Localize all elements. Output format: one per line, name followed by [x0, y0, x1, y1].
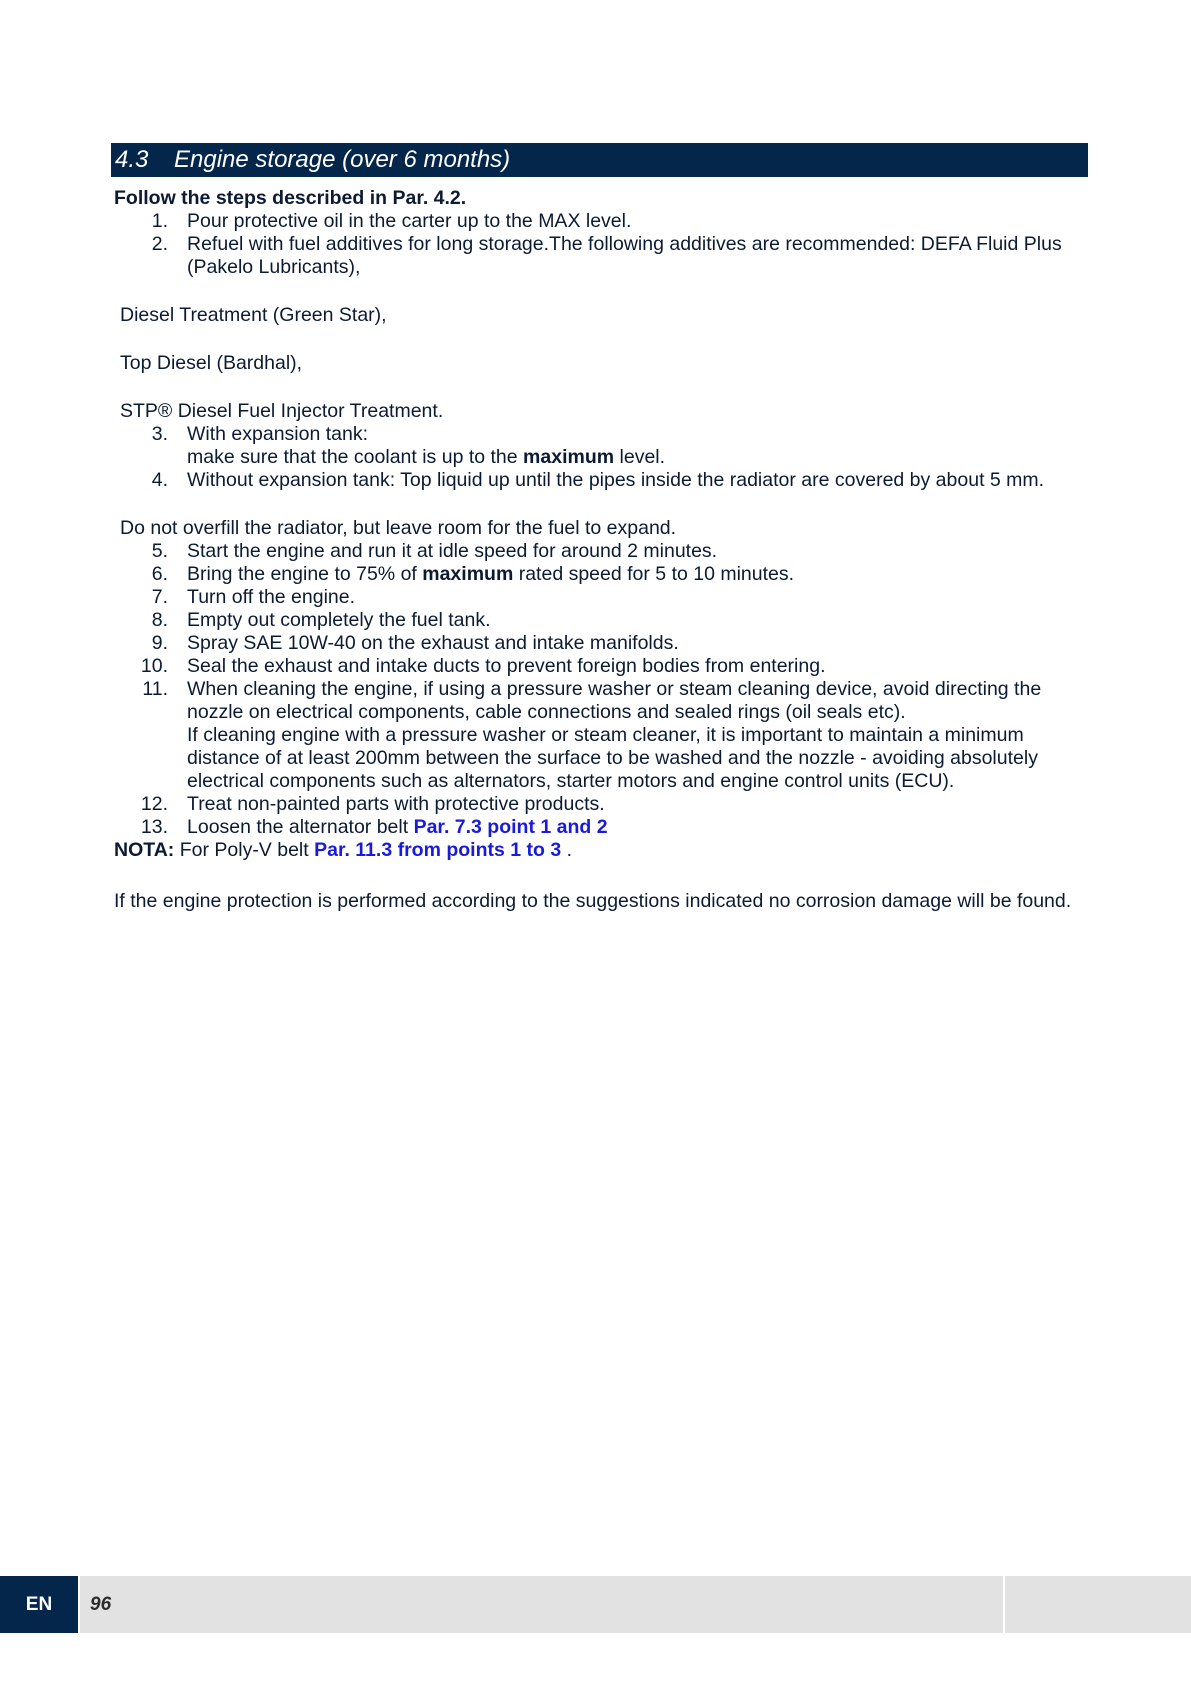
item-number: 2.: [151, 233, 168, 255]
item-number: 6.: [151, 563, 168, 585]
intro-text: Follow the steps described in Par. 4.2.: [114, 187, 467, 209]
language-badge: EN: [0, 1576, 78, 1633]
par-7-3-link[interactable]: Par. 7.3 point 1 and 2: [413, 816, 608, 838]
list-item: [114, 233, 1089, 279]
item-text: Empty out completely the fuel tank.: [187, 609, 491, 631]
spacer: [114, 375, 1089, 400]
item-text: Turn off the engine.: [187, 586, 356, 608]
item-text-line2: make sure that the coolant is up to the maximum level.: [187, 446, 666, 468]
list-item: [114, 793, 1089, 816]
item-number: 7.: [151, 586, 168, 608]
spacer: [114, 862, 1089, 890]
item-number: 1.: [151, 210, 168, 232]
additive-line: Diesel Treatment (Green Star),: [120, 304, 387, 326]
spacer: [114, 279, 1089, 304]
list-item: [114, 632, 1089, 655]
page-number: 96: [90, 1594, 112, 1615]
item-number: 3.: [151, 423, 168, 445]
item-text: When cleaning the engine, if using a pressure washer or steam cleaning device, avoid directing the nozzle on electrical components, cable connections and sealed rings (oil seals etc).: [187, 678, 1042, 723]
section-heading: [111, 143, 1088, 177]
item-number: 8.: [151, 609, 168, 631]
item-text: Start the engine and run it at idle speed for around 2 minutes.: [187, 540, 718, 562]
item-number: 10.: [140, 655, 168, 677]
nota-label: NOTA:: [114, 839, 175, 861]
nota-text: For Poly-V belt: [174, 839, 315, 861]
page-content: [114, 187, 1089, 913]
item-text: Refuel with fuel additives for long storage.The following additives are recommended: DEFA Fluid Plus (Pakelo Lubricants),: [187, 233, 1062, 278]
additive-line: Top Diesel (Bardhal),: [120, 352, 303, 374]
item-text: Loosen the alternator belt: [187, 816, 414, 838]
item-text: Seal the exhaust and intake ducts to prevent foreign bodies from entering.: [187, 655, 826, 677]
item-text: Without expansion tank: Top liquid up until the pipes inside the radiator are covered by about 5 mm.: [187, 469, 1045, 491]
item-text: Bring the engine to 75% of maximum rated speed for 5 to 10 minutes.: [187, 563, 795, 585]
list-item: [114, 210, 1089, 233]
item-text: Treat non-painted parts with protective products.: [187, 793, 605, 815]
item-number: 12.: [140, 793, 168, 815]
par-11-3-link[interactable]: Par. 11.3 from points 1 to 3: [314, 839, 562, 861]
item-number: 13.: [140, 816, 168, 838]
footer-band: [80, 1576, 1003, 1633]
item-text: Spray SAE 10W-40 on the exhaust and intake manifolds.: [187, 632, 679, 654]
item-number: 4.: [151, 469, 168, 491]
item-number: 5.: [151, 540, 168, 562]
nota-line: [114, 839, 1089, 862]
list-item: [114, 678, 1089, 793]
item-number: 9.: [151, 632, 168, 654]
page-footer: [0, 1576, 1191, 1633]
item-text: With expansion tank:: [187, 423, 369, 445]
list-item: [114, 563, 1089, 586]
list-item: [114, 609, 1089, 632]
additive-line: STP® Diesel Fuel Injector Treatment.: [120, 400, 444, 422]
section-title: Engine storage (over 6 months): [174, 146, 511, 173]
item-number: 11.: [142, 678, 168, 700]
overfill-note: Do not overfill the radiator, but leave room for the fuel to expand.: [120, 517, 677, 539]
spacer: [114, 492, 1089, 517]
list-item: [114, 469, 1089, 492]
footer-band-right: [1005, 1576, 1191, 1633]
closing-paragraph: If the engine protection is performed according to the suggestions indicated no corrosion damage will be found.: [114, 890, 1072, 912]
nota-tail: .: [561, 839, 573, 861]
list-item: [114, 586, 1089, 609]
item-text-continued: If cleaning engine with a pressure washer or steam cleaner, it is important to maintain a minimum distance of at least 200mm between the surface to be washed and the nozzle - avoiding absolutely electrical components such as alternators, starter motors and engine control units (ECU).: [187, 724, 1038, 792]
list-item: [114, 540, 1089, 563]
list-item: [114, 816, 1089, 839]
spacer: [114, 327, 1089, 352]
section-number: 4.3: [115, 146, 149, 173]
list-item: [114, 655, 1089, 678]
list-item: [114, 423, 1089, 469]
item-text: Pour protective oil in the carter up to the MAX level.: [187, 210, 632, 232]
